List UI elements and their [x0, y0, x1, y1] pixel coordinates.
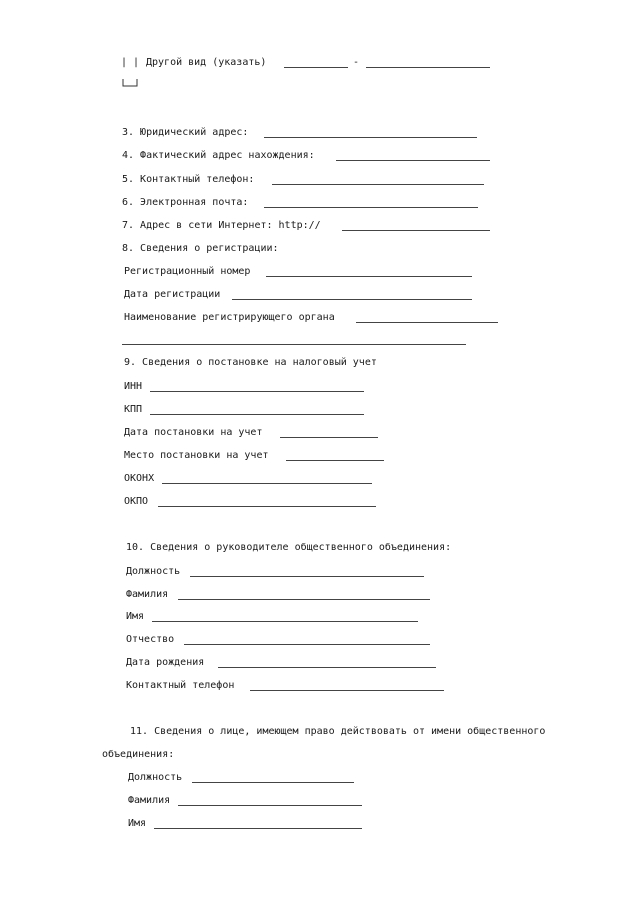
authorized-surname-field[interactable] — [178, 805, 362, 806]
legal-address-label: 3. Юридический адрес: — [122, 127, 249, 138]
checkbox-bottom-bracket-icon — [122, 78, 138, 88]
email-field[interactable] — [264, 207, 478, 208]
kpp-label: КПП — [124, 404, 143, 415]
okpo-field[interactable] — [158, 506, 376, 507]
head-surname-label: Фамилия — [126, 589, 169, 600]
tax-place-field[interactable] — [286, 460, 384, 461]
tax-date-field[interactable] — [280, 437, 378, 438]
reg-authority-field[interactable] — [356, 322, 498, 323]
head-heading: 10. Сведения о руководителе общественного объединения: — [126, 542, 452, 553]
other-kind-field[interactable] — [284, 67, 348, 68]
okpo-label: ОКПО — [124, 496, 149, 507]
head-patronymic-label: Отчество — [126, 634, 175, 645]
head-patronymic-field[interactable] — [184, 644, 430, 645]
authorized-position-field[interactable] — [192, 782, 354, 783]
actual-address-field[interactable] — [336, 160, 490, 161]
head-position-label: Должность — [126, 566, 181, 577]
head-phone-field[interactable] — [250, 690, 444, 691]
reg-number-label: Регистрационный номер — [124, 266, 251, 277]
website-label: 7. Адрес в сети Интернет: http:// — [122, 220, 321, 231]
reg-authority-label: Наименование регистрирующего органа — [124, 312, 335, 323]
reg-date-field[interactable] — [232, 299, 472, 300]
inn-label: ИНН — [124, 381, 143, 392]
head-surname-field[interactable] — [178, 599, 430, 600]
tax-date-label: Дата постановки на учет — [124, 427, 263, 438]
actual-address-label: 4. Фактический адрес нахождения: — [122, 150, 315, 161]
head-position-field[interactable] — [190, 576, 424, 577]
head-name-label: Имя — [126, 611, 145, 622]
registration-heading: 8. Сведения о регистрации: — [122, 243, 279, 254]
tax-place-label: Место постановки на учет — [124, 450, 269, 461]
legal-address-field[interactable] — [264, 137, 477, 138]
authorized-heading: 11. Сведения о лице, имеющем право действовать от имени общественного — [130, 726, 546, 737]
reg-date-label: Дата регистрации — [124, 289, 221, 300]
authorized-position-label: Должность — [128, 772, 183, 783]
inn-field[interactable] — [150, 391, 364, 392]
tax-heading: 9. Сведения о постановке на налоговый учет — [124, 357, 377, 368]
other-kind-label: Другой вид (указать) — [146, 57, 267, 68]
website-field[interactable] — [342, 230, 490, 231]
authorized-surname-label: Фамилия — [128, 795, 171, 806]
okonh-label: ОКОНХ — [124, 473, 155, 484]
reg-authority-field-2[interactable] — [122, 344, 466, 345]
head-name-field[interactable] — [152, 621, 418, 622]
other-kind-dash: - — [353, 57, 360, 68]
other-kind-checkbox[interactable]: | | — [121, 57, 140, 68]
reg-number-field[interactable] — [266, 276, 472, 277]
contact-phone-label: 5. Контактный телефон: — [122, 174, 255, 185]
okonh-field[interactable] — [162, 483, 372, 484]
head-birth-date-field[interactable] — [218, 667, 436, 668]
email-label: 6. Электронная почта: — [122, 197, 249, 208]
head-birth-date-label: Дата рождения — [126, 657, 205, 668]
kpp-field[interactable] — [150, 414, 364, 415]
other-kind-field-2[interactable] — [366, 67, 490, 68]
authorized-heading-cont: объединения: — [102, 749, 175, 760]
authorized-name-label: Имя — [128, 818, 147, 829]
contact-phone-field[interactable] — [272, 184, 484, 185]
head-phone-label: Контактный телефон — [126, 680, 235, 691]
authorized-name-field[interactable] — [154, 828, 362, 829]
